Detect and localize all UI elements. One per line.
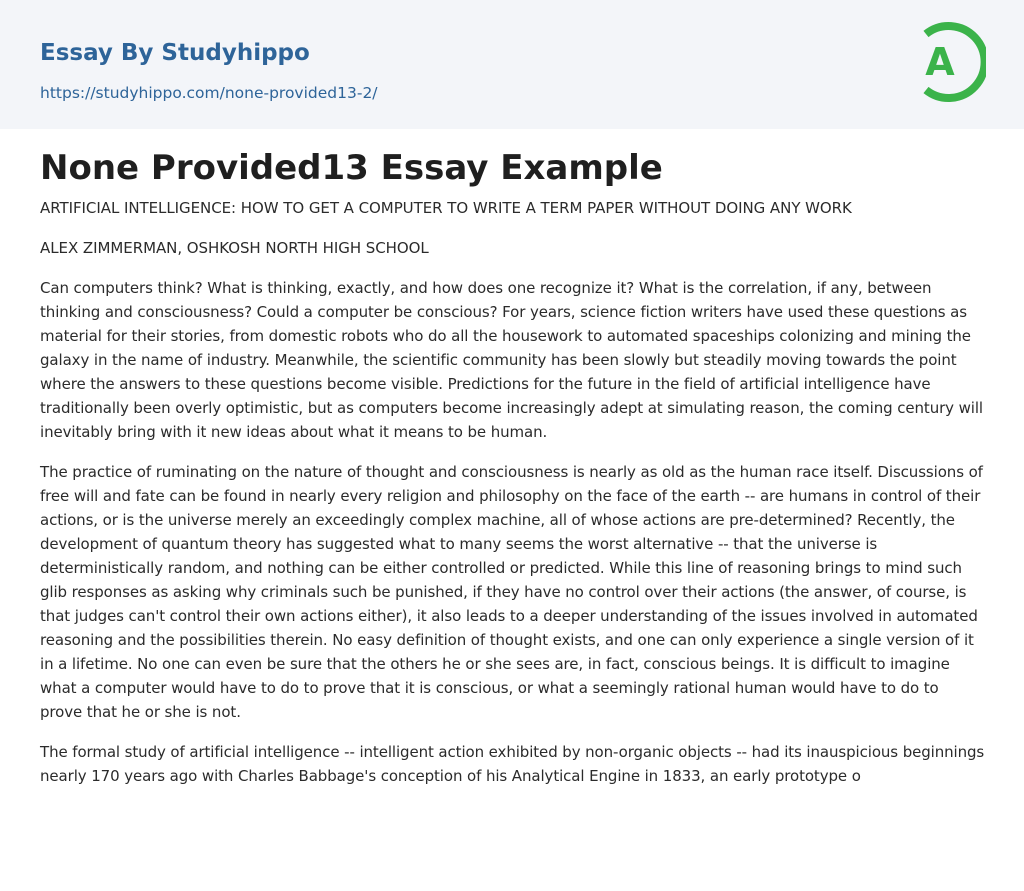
essay-paragraph: Can computers think? What is thinking, exactly, and how does one recognize it? What is the correlation, if any, between thinking and consciousness? Could a computer be conscious? For years, science fiction writers have used these questions as material for their stories, from domestic robots who do all the housework to automated spaceships colonizing and mining the galaxy in the name of industry. Meanwhile, the scientific community has been slowly but steadily moving towards the point where the answers to these questions become visible. Predictions for the future in the field of artificial intelligence have traditionally been overly optimistic, but as computers become increasingly adept at simulating reason, the coming century will inevitably bring with it new ideas about what it means to be human. — [40, 279, 983, 441]
site-header — [0, 0, 1024, 129]
essay-author: ALEX ZIMMERMAN, OSHKOSH NORTH HIGH SCHOOL — [40, 239, 429, 257]
logo-letter: A — [925, 40, 955, 84]
essay-url-link[interactable]: https://studyhippo.com/none-provided13-2/ — [40, 84, 378, 102]
essay-content — [40, 143, 985, 788]
studyhippo-logo-icon[interactable] — [912, 19, 986, 105]
site-brand-title[interactable]: Essay By Studyhippo — [40, 40, 310, 66]
essay-subtitle: ARTIFICIAL INTELLIGENCE: HOW TO GET A COMPUTER TO WRITE A TERM PAPER WITHOUT DOING ANY WORK — [40, 199, 852, 217]
essay-paragraph: The formal study of artificial intelligence -- intelligent action exhibited by non-organic objects -- had its inauspicious beginnings nearly 170 years ago with Charles Babbage's conception of his Analytical Engine in 1833, an early prototype o — [40, 743, 985, 785]
page-title: None Provided13 Essay Example — [40, 148, 663, 188]
essay-paragraph: The practice of ruminating on the nature of thought and consciousness is nearly as old as the human race itself. Discussions of free will and fate can be found in nearly every religion and philosophy on the face of the earth -- are humans in control of their actions, or is the universe merely an exceedingly complex machine, all of whose actions are pre-determined? Recently, the development of quantum theory has suggested what to many seems the worst alternative -- that the universe is deterministically random, and nothing can be either controlled or predicted. While this line of reasoning brings to mind such glib responses as asking why criminals such be punished, if they have no control over their actions (the answer, of course, is that judges can't control their own actions either), it also leads to a deeper understanding of the issues involved in automated reasoning and the possibilities therein. No easy definition of thought exists, and one can only experience a single version of it in a lifetime. No one can even be sure that the others he or she sees are, in fact, conscious beings. It is difficult to imagine what a computer would have to do to prove that it is conscious, or what a seemingly rational human would have to do to prove that he or she is not. — [40, 463, 983, 721]
